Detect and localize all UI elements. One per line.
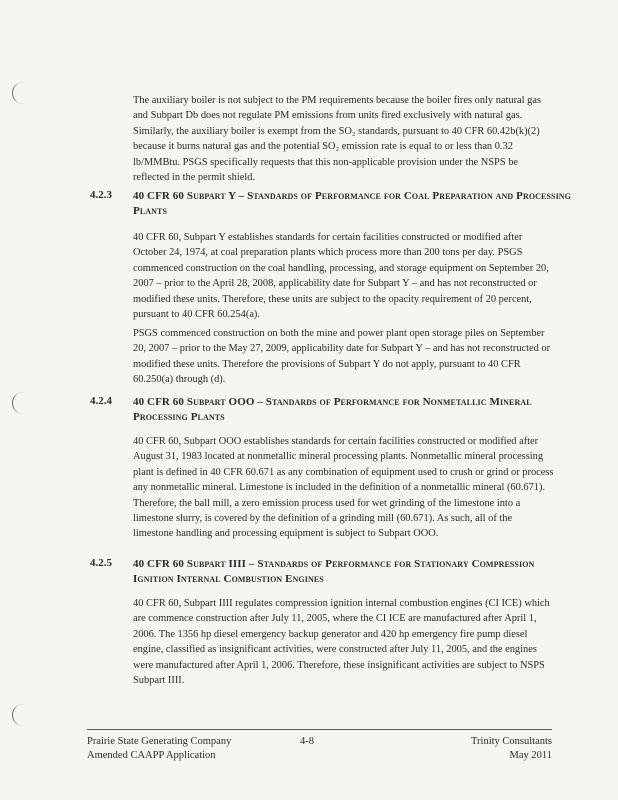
footer-consultant: Trinity Consultants <box>470 736 552 747</box>
section-title: 40 CFR 60 Subpart IIII – Standards of Performance for Stationary Compression Ignition Internal Combustion Engines <box>133 558 535 585</box>
footer-left <box>87 735 231 763</box>
footer-right <box>440 735 552 763</box>
binder-hole-mark <box>12 392 27 414</box>
section-number: 4.2.5 <box>90 557 112 569</box>
section-number: 4.2.4 <box>90 395 112 407</box>
footer-page-number: 4-8 <box>300 736 314 747</box>
footer-date: May 2011 <box>509 750 552 761</box>
section-title: 40 CFR 60 Subpart Y – Standards of Performance for Coal Preparation and Processing Plants <box>133 190 571 217</box>
footer-company: Prairie State Generating Company <box>87 736 232 747</box>
section-title: 40 CFR 60 Subpart OOO – Standards of Performance for Nonmetallic Mineral Processing Plants <box>133 396 532 423</box>
binder-hole-mark <box>12 704 27 726</box>
binder-hole-mark <box>12 82 27 104</box>
paragraph-subpart-iiii-applicability: 40 CFR 60, Subpart IIII regulates compression ignition internal combustion engines (CI ICE) which are commence construction after July 11, 2005, where the CI ICE are manufactured after April 1, 2006. The 1356 hp diesel emergency backup generator and 420 hp emergency fire pump diesel engine, classified as insignificant activities, were constructed after July 11, 2005, and the engines were manufactured after April 1, 2006. Therefore, these insignificant activities are subject to NSPS Subpart IIII. <box>133 598 550 687</box>
footer-document: Amended CAAPP Application <box>87 750 216 761</box>
paragraph-subpart-y-applicability: 40 CFR 60, Subpart Y establishes standards for certain facilities constructed or modified after October 24, 1974, at coal preparation plants which process more than 200 tons per day. PSGS commenced construction on the coal handling, processing, and storage equipment on September 20, 2007 – prior to the April 28, 2008, applicability date for Subpart Y – and has not reconstructed or modified these units. Therefore, these units are subject to the opacity requirement of 20 percent, pursuant to 40 CFR 60.254(a). <box>133 232 549 321</box>
section-number: 4.2.3 <box>90 189 112 201</box>
footer-divider <box>87 729 552 730</box>
paragraph-auxiliary-boiler: The auxiliary boiler is not subject to the PM requirements because the boiler fires only natural gas and Subpart Db does not regulate PM emissions from units fired exclusively with natural gas. Similarly, the auxiliary boiler is exempt from the SO₂ standards, pursuant to 40 CFR 60.42b(k)(2) because it burns natural gas and the potential SO₂ emission rate is equal to or less than 0.32 lb/MMBtu. PSGS specifically requests that this non-applicable provision under the NSPS be reflected in the permit shield. <box>133 95 542 184</box>
paragraph-open-storage-piles: PSGS commenced construction on both the mine and power plant open storage piles on September 20, 2007 – prior to the May 27, 2009, applicability date for Subpart Y – and has not reconstructed or modified these units. Therefore the provisions of Subpart Y do not apply, pursuant to 40 CFR 60.250(a) through (d). <box>133 328 551 386</box>
paragraph-subpart-ooo-applicability: 40 CFR 60, Subpart OOO establishes standards for certain facilities constructed or modified after August 31, 1983 located at nonmetallic mineral processing plants. Nonmetallic mineral processing plant is defined in 40 CFR 60.671 as any combination of equipment used to crush or grind or process any nonmetallic mineral. Limestone is included in the definition of a nonmetallic mineral (60.671). Therefore, the ball mill, a zero emission process used for wet grinding of the limestone into a limestone slurry, is covered by the definition of a grinding mill (60.671). As such, all of the limestone handling and processing equipment is subject to Subpart OOO. <box>133 436 554 540</box>
